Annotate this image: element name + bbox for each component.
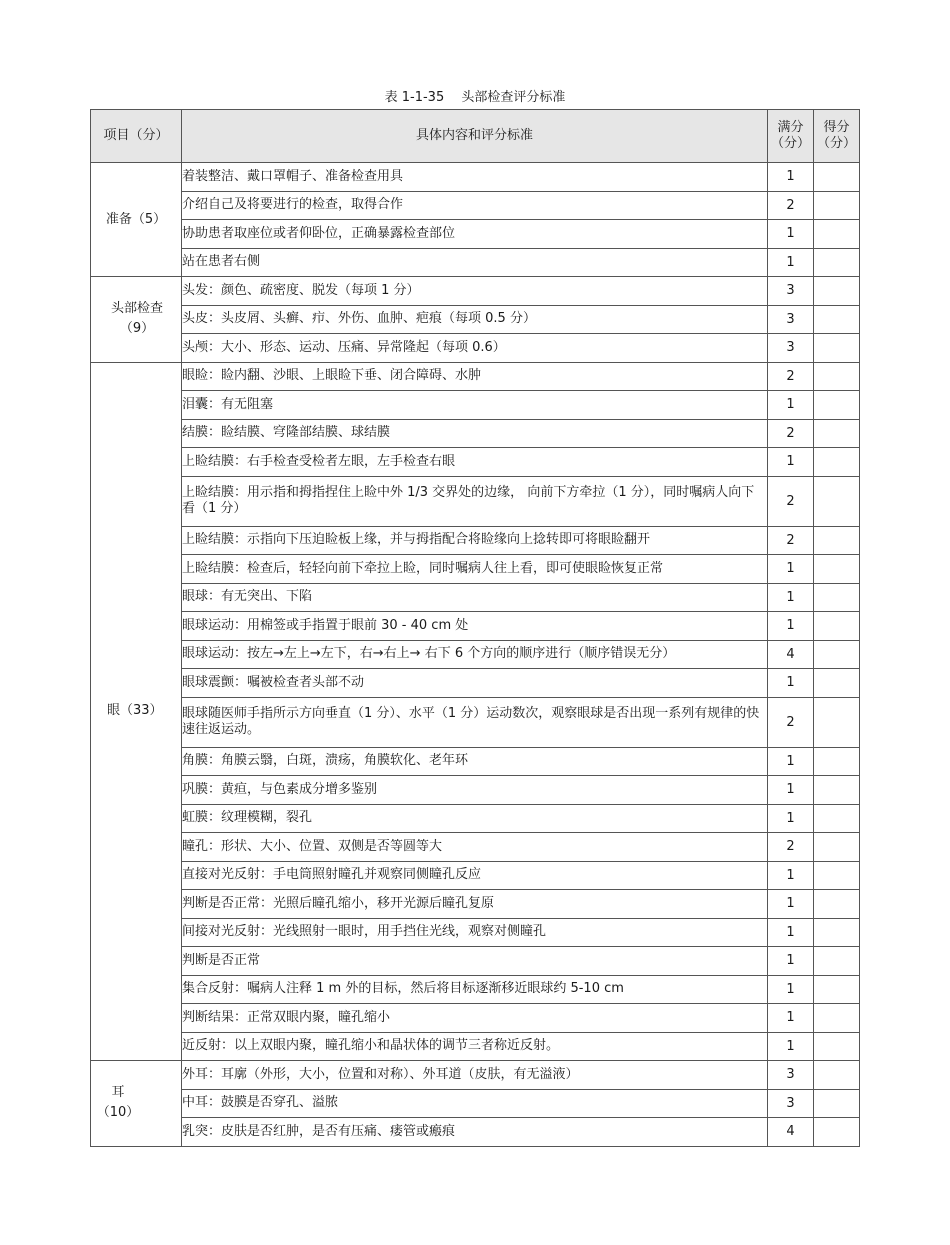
category-cell — [91, 362, 182, 1061]
criteria-cell: 上睑结膜：检查后，轻轻向前下牵拉上睑，同时嘱病人往上看，即可使眼睑恢复正常 — [182, 555, 768, 584]
obtained-score-cell[interactable] — [814, 1118, 860, 1147]
table-row — [91, 975, 860, 1004]
full-score-cell: 1 — [768, 583, 814, 612]
criteria-cell: 眼球震颤：嘱被检查者头部不动 — [182, 669, 768, 698]
full-score-cell: 1 — [768, 947, 814, 976]
table-row — [91, 191, 860, 220]
table-row — [91, 697, 860, 747]
scoring-table — [90, 109, 860, 1147]
header-item: 项目（分） — [91, 110, 182, 163]
obtained-score-cell[interactable] — [814, 476, 860, 526]
full-score-cell: 3 — [768, 305, 814, 334]
criteria-cell: 上睑结膜：用示指和拇指捏住上睑中外 1/3 交界处的边缘， 向前下方牵拉（1 分），同时嘱病人向下看（1 分） — [182, 476, 768, 526]
table-row — [91, 163, 860, 192]
full-score-cell: 1 — [768, 918, 814, 947]
category-cell — [91, 277, 182, 363]
full-score-cell: 4 — [768, 640, 814, 669]
table-row — [91, 918, 860, 947]
criteria-cell: 泪囊：有无阻塞 — [182, 391, 768, 420]
obtained-score-cell[interactable] — [814, 277, 860, 306]
table-row — [91, 419, 860, 448]
full-score-cell: 1 — [768, 1032, 814, 1061]
criteria-cell: 头颅：大小、形态、运动、压痛、异常隆起（每项 0.6） — [182, 334, 768, 363]
obtained-score-cell[interactable] — [814, 419, 860, 448]
table-row — [91, 804, 860, 833]
header-full-score-line1: 满分 — [777, 120, 804, 135]
obtained-score-cell[interactable] — [814, 163, 860, 192]
table-row — [91, 334, 860, 363]
obtained-score-cell[interactable] — [814, 220, 860, 249]
obtained-score-cell[interactable] — [814, 1004, 860, 1033]
table-row — [91, 1004, 860, 1033]
table-row — [91, 220, 860, 249]
obtained-score-cell[interactable] — [814, 191, 860, 220]
criteria-cell: 判断结果：正常双眼内聚，瞳孔缩小 — [182, 1004, 768, 1033]
criteria-cell: 间接对光反射：光线照射一眼时，用手挡住光线，观察对侧瞳孔 — [182, 918, 768, 947]
obtained-score-cell[interactable] — [814, 1061, 860, 1090]
full-score-cell: 1 — [768, 975, 814, 1004]
full-score-cell: 2 — [768, 526, 814, 555]
table-row — [91, 555, 860, 584]
category-cell — [91, 163, 182, 277]
full-score-cell: 1 — [768, 248, 814, 277]
criteria-cell: 判断是否正常：光照后瞳孔缩小，移开光源后瞳孔复原 — [182, 890, 768, 919]
category-label: 头部检查（9） — [110, 301, 163, 337]
criteria-cell: 中耳：鼓膜是否穿孔、溢脓 — [182, 1089, 768, 1118]
table-row — [91, 391, 860, 420]
obtained-score-cell[interactable] — [814, 697, 860, 747]
header-got-score-line2: （分） — [816, 136, 856, 151]
obtained-score-cell[interactable] — [814, 391, 860, 420]
header-got-score — [814, 110, 860, 163]
criteria-cell: 外耳：耳廓（外形，大小，位置和对称）、外耳道（皮肤，有无溢液） — [182, 1061, 768, 1090]
criteria-cell: 着装整洁、戴口罩帽子、准备检查用具 — [182, 163, 768, 192]
full-score-cell: 2 — [768, 697, 814, 747]
table-row — [91, 362, 860, 391]
obtained-score-cell[interactable] — [814, 747, 860, 776]
header-content: 具体内容和评分标准 — [182, 110, 768, 163]
table-row — [91, 747, 860, 776]
full-score-cell: 2 — [768, 476, 814, 526]
obtained-score-cell[interactable] — [814, 305, 860, 334]
criteria-cell: 眼球运动：用棉签或手指置于眼前 30 ‐ 40 cm 处 — [182, 612, 768, 641]
obtained-score-cell[interactable] — [814, 776, 860, 805]
full-score-cell: 3 — [768, 334, 814, 363]
full-score-cell: 2 — [768, 833, 814, 862]
table-row — [91, 612, 860, 641]
table-row — [91, 776, 860, 805]
full-score-cell: 1 — [768, 163, 814, 192]
table-row — [91, 669, 860, 698]
full-score-cell: 1 — [768, 804, 814, 833]
full-score-cell: 1 — [768, 1004, 814, 1033]
criteria-cell: 站在患者右侧 — [182, 248, 768, 277]
obtained-score-cell[interactable] — [814, 804, 860, 833]
table-body — [91, 163, 860, 1147]
criteria-cell: 乳突：皮肤是否红肿，是否有压痛、瘘管或瘢痕 — [182, 1118, 768, 1147]
criteria-cell: 判断是否正常 — [182, 947, 768, 976]
obtained-score-cell[interactable] — [814, 612, 860, 641]
full-score-cell: 1 — [768, 861, 814, 890]
table-row — [91, 1118, 860, 1147]
criteria-cell: 眼球运动：按左→左上→左下，右→右上→ 右下 6 个方向的顺序进行（顺序错误无分） — [182, 640, 768, 669]
criteria-cell: 结膜：睑结膜、穹隆部结膜、球结膜 — [182, 419, 768, 448]
table-caption: 表 1-1-35 头部检查评分标准 — [384, 90, 566, 105]
criteria-cell: 上睑结膜：右手检查受检者左眼，左手检查右眼 — [182, 448, 768, 477]
full-score-cell: 1 — [768, 448, 814, 477]
obtained-score-cell[interactable] — [814, 890, 860, 919]
criteria-cell: 上睑结膜：示指向下压迫睑板上缘，并与拇指配合将睑缘向上捻转即可将眼睑翻开 — [182, 526, 768, 555]
table-row — [91, 526, 860, 555]
criteria-cell: 近反射：以上双眼内聚，瞳孔缩小和晶状体的调节三者称近反射。 — [182, 1032, 768, 1061]
criteria-cell: 眼球随医师手指所示方向垂直（1 分）、水平（1 分）运动数次，观察眼球是否出现一系列有规律的快速往返运动。 — [182, 697, 768, 747]
criteria-cell: 头皮：头皮屑、头癣、疖、外伤、血肿、疤痕（每项 0.5 分） — [182, 305, 768, 334]
obtained-score-cell[interactable] — [814, 669, 860, 698]
full-score-cell: 2 — [768, 191, 814, 220]
criteria-cell: 集合反射：嘱病人注释 1 m 外的目标，然后将目标逐渐移近眼球约 5-10 cm — [182, 975, 768, 1004]
obtained-score-cell[interactable] — [814, 975, 860, 1004]
obtained-score-cell[interactable] — [814, 526, 860, 555]
full-score-cell: 3 — [768, 277, 814, 306]
obtained-score-cell[interactable] — [814, 833, 860, 862]
header-got-score-line1: 得分 — [823, 120, 850, 135]
obtained-score-cell[interactable] — [814, 362, 860, 391]
category-cell — [91, 1061, 182, 1147]
table-row — [91, 476, 860, 526]
table-row — [91, 305, 860, 334]
criteria-cell: 巩膜：黄疸，与色素成分增多鉴别 — [182, 776, 768, 805]
full-score-cell: 1 — [768, 391, 814, 420]
category-label: 耳（10） — [96, 1085, 140, 1121]
obtained-score-cell[interactable] — [814, 1032, 860, 1061]
category-label: 准备（5） — [105, 211, 167, 227]
obtained-score-cell[interactable] — [814, 947, 860, 976]
header-full-score — [768, 110, 814, 163]
full-score-cell: 1 — [768, 890, 814, 919]
full-score-cell: 1 — [768, 669, 814, 698]
criteria-cell: 虹膜：纹理模糊，裂孔 — [182, 804, 768, 833]
table-row — [91, 947, 860, 976]
full-score-cell: 3 — [768, 1089, 814, 1118]
full-score-cell: 1 — [768, 747, 814, 776]
obtained-score-cell[interactable] — [814, 1089, 860, 1118]
table-row — [91, 277, 860, 306]
full-score-cell: 1 — [768, 612, 814, 641]
obtained-score-cell[interactable] — [814, 918, 860, 947]
obtained-score-cell[interactable] — [814, 248, 860, 277]
category-label: 眼（33） — [107, 703, 163, 719]
criteria-cell: 直接对光反射：手电筒照射瞳孔并观察同侧瞳孔反应 — [182, 861, 768, 890]
criteria-cell: 协助患者取座位或者仰卧位，正确暴露检查部位 — [182, 220, 768, 249]
obtained-score-cell[interactable] — [814, 555, 860, 584]
table-row — [91, 583, 860, 612]
table-row — [91, 833, 860, 862]
obtained-score-cell[interactable] — [814, 448, 860, 477]
criteria-cell: 眼睑：睑内翻、沙眼、上眼睑下垂、闭合障碍、水肿 — [182, 362, 768, 391]
table-row — [91, 248, 860, 277]
criteria-cell: 角膜：角膜云翳，白斑，溃疡，角膜软化、老年环 — [182, 747, 768, 776]
criteria-cell: 瞳孔：形状、大小、位置、双侧是否等圆等大 — [182, 833, 768, 862]
criteria-cell: 眼球：有无突出、下陷 — [182, 583, 768, 612]
table-row — [91, 448, 860, 477]
full-score-cell: 2 — [768, 419, 814, 448]
criteria-cell: 介绍自己及将要进行的检查，取得合作 — [182, 191, 768, 220]
table-row — [91, 861, 860, 890]
full-score-cell: 4 — [768, 1118, 814, 1147]
table-row — [91, 640, 860, 669]
header-full-score-line2: （分） — [770, 136, 810, 151]
obtained-score-cell[interactable] — [814, 334, 860, 363]
obtained-score-cell[interactable] — [814, 583, 860, 612]
header-row — [91, 110, 860, 163]
full-score-cell: 1 — [768, 776, 814, 805]
criteria-cell: 头发：颜色、疏密度、脱发（每项 1 分） — [182, 277, 768, 306]
full-score-cell: 3 — [768, 1061, 814, 1090]
table-row — [91, 1089, 860, 1118]
full-score-cell: 2 — [768, 362, 814, 391]
table-row — [91, 890, 860, 919]
full-score-cell: 1 — [768, 555, 814, 584]
obtained-score-cell[interactable] — [814, 861, 860, 890]
full-score-cell: 1 — [768, 220, 814, 249]
obtained-score-cell[interactable] — [814, 640, 860, 669]
table-row — [91, 1032, 860, 1061]
table-row — [91, 1061, 860, 1090]
